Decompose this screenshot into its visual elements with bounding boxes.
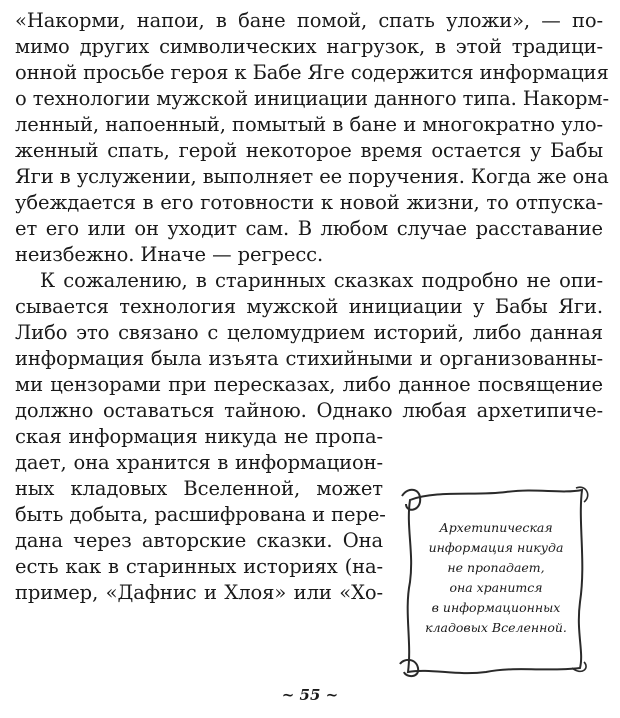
body-line-6: женный спать, герой некоторое время остается у Бабы [15,139,603,162]
callout-line-4: она хранится [449,580,543,595]
callout-line-6: кладовых Вселенной. [425,620,567,635]
body-line-2: мимо других символических нагрузок, в этой традици- [15,35,603,58]
body-line-23: пример, «Дафнис и Хлоя» или «Хо- [15,581,383,604]
callout-line-3: не пропадает, [447,560,545,575]
body-line-9: ет его или он уходит сам. В любом случае расставание [15,217,603,240]
body-line-19: ных кладовых Вселенной, может [15,477,383,500]
scroll-callout [396,482,592,680]
callout-line-1: Архетипическая [439,520,553,535]
body-line-1: «Накорми, напои, в бане помой, спать уложи», — по- [15,9,603,32]
body-line-15: ми цензорами при пересказах, либо данное посвящение [15,373,603,396]
body-line-16: должно оставаться тайною. Однако любая архетипиче- [15,399,603,422]
body-line-21: дана через авторские сказки. Она [15,529,383,552]
callout-line-5: в информационных [431,600,561,615]
body-line-22: есть как в старинных историях (на- [15,555,383,578]
body-line-8: убеждается в его готовности к новой жизни, то отпуска- [15,191,603,214]
body-line-17: ская информация никуда не пропа- [15,425,383,448]
body-line-13: Либо это связано с целомудрием историй, либо данная [15,321,603,344]
callout-text [418,518,574,638]
body-line-10: неизбежно. Иначе — регресс. [15,243,324,266]
page-number: ~ 55 ~ [281,686,339,704]
body-line-18: дает, она хранится в информацион- [15,451,383,474]
body-line-3: онной просьбе героя к Бабе Яге содержится информация [15,61,609,84]
body-line-14: информация была изъята стихийными и организованны- [15,347,603,370]
body-line-12: сывается технология мужской инициации у Бабы Яги. [15,295,603,318]
body-line-4: о технологии мужской инициации данного типа. Накорм- [15,87,609,110]
body-line-20: быть добыта, расшифрована и пере- [15,503,386,526]
body-line-11: К сожалению, в старинных сказках подробно не опи- [40,269,603,292]
body-line-5: ленный, напоенный, помытый в бане и многократно уло- [15,113,603,136]
callout-line-2: информация никуда [428,540,564,555]
body-line-7: Яги в услужении, выполняет ее поручения. Когда же она [15,165,609,188]
